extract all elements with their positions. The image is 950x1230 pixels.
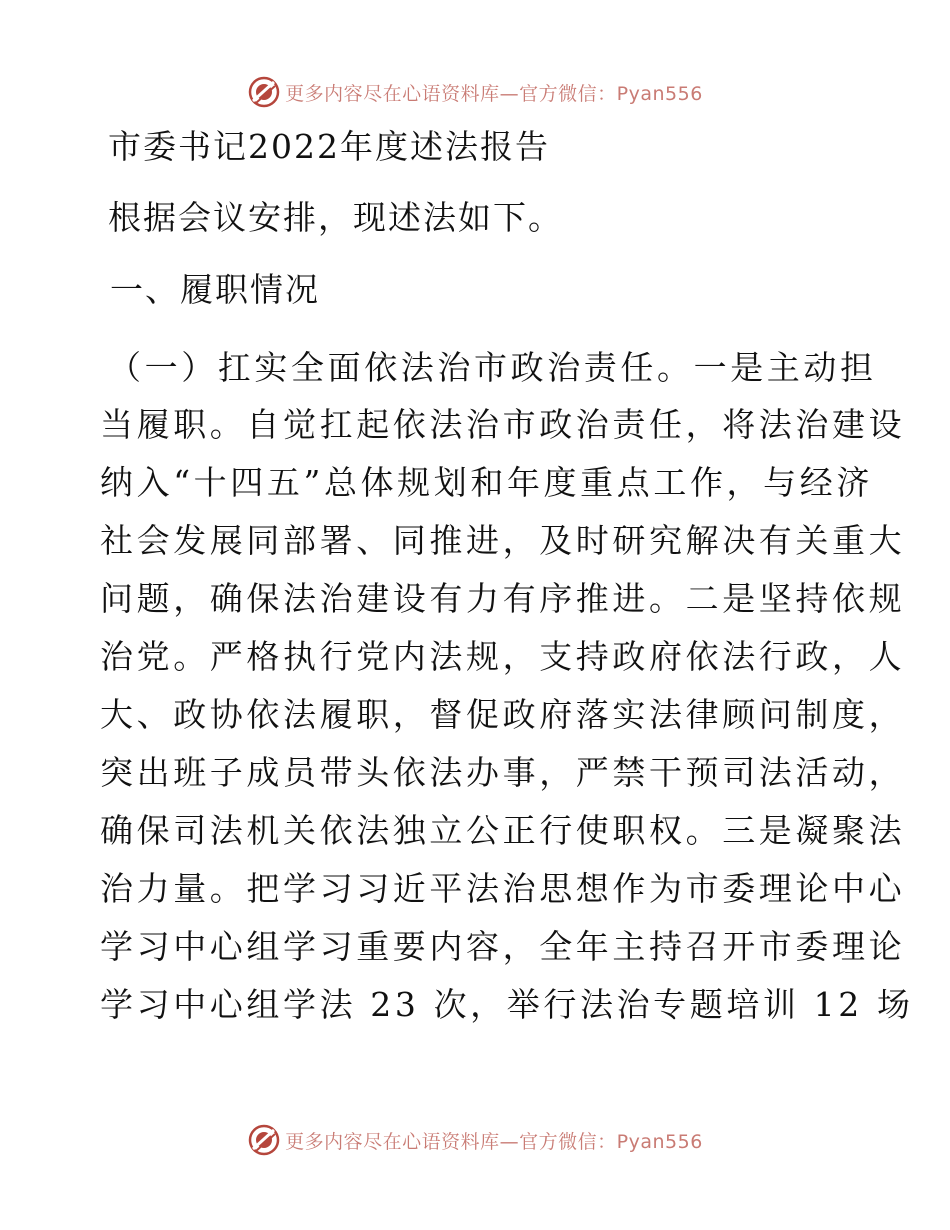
body-line: 大、政协依法履职，督促政府落实法律顾问制度， — [100, 695, 906, 734]
body-line: 社会发展同部署、同推进，及时研究解决有关重大 — [100, 521, 906, 560]
body-line: 突出班子成员带头依法办事，严禁干预司法活动， — [100, 753, 906, 792]
body-line: 当履职。自觉扛起依法治市政治责任，将法治建设 — [100, 405, 906, 444]
body-line: 治党。严格执行党内法规，支持政府依法行政，人 — [100, 637, 906, 676]
red-seal-icon — [247, 1123, 281, 1157]
body-line: （一）扛实全面依法治市政治责任。一是主动担 — [108, 348, 877, 387]
body-line: 学习中心组学习重要内容，全年主持召开市委理论 — [100, 927, 906, 966]
body-line: 问题，确保法治建设有力有序推进。二是坚持依规 — [100, 579, 906, 618]
intro-paragraph: 根据会议安排，现述法如下。 — [108, 198, 563, 237]
footer-banner-text: 更多内容尽在心语资料库—官方微信：Pyan556 — [285, 1130, 703, 1153]
body-line: 治力量。把学习习近平法治思想作为市委理论中心 — [100, 869, 906, 908]
body-line: 纳入“十四五”总体规划和年度重点工作，与经济 — [100, 463, 873, 502]
red-seal-icon — [247, 75, 281, 109]
header-banner-text: 更多内容尽在心语资料库—官方微信：Pyan556 — [285, 82, 703, 105]
body-line: 确保司法机关依法独立公正行使职权。三是凝聚法 — [100, 811, 906, 850]
header-banner — [0, 72, 950, 112]
document-title: 市委书记2022年度述法报告 — [108, 127, 550, 166]
footer-banner — [0, 1120, 950, 1160]
body-line: 学习中心组学法 23 次，举行法治专题培训 12 场 — [100, 985, 914, 1024]
section-heading: 一、履职情况 — [110, 270, 320, 309]
